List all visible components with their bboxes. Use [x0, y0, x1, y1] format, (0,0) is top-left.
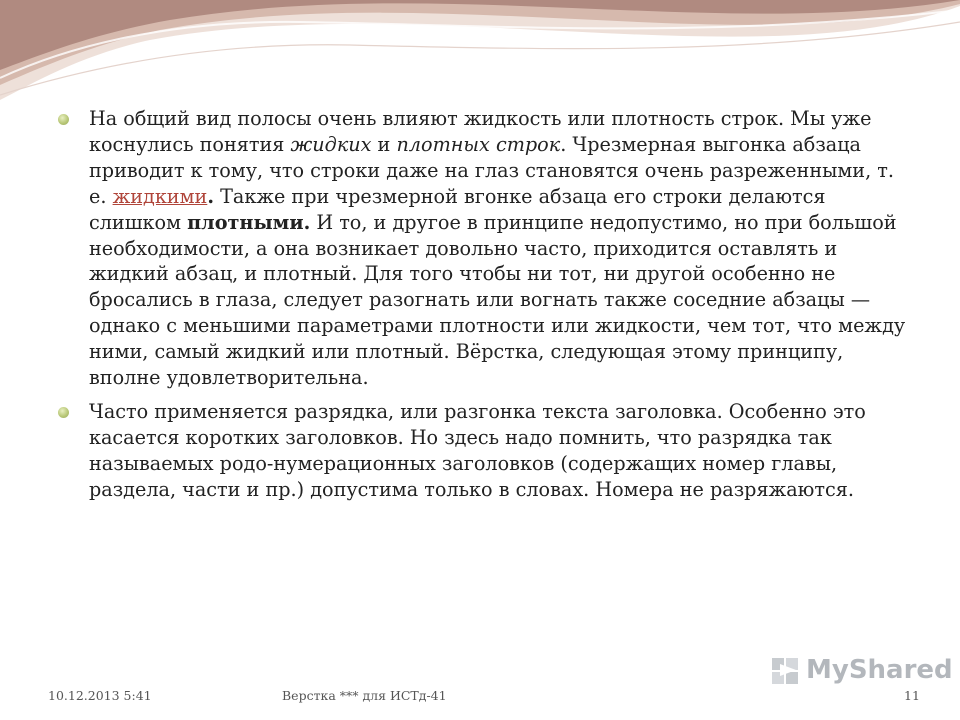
footer-date: 10.12.2013 5:41	[48, 688, 152, 703]
text-run: . Чрезмерная выгонка абзаца приводит к тому, что строки даже на глаз становятся очень разреженными, т. е.	[89, 132, 895, 208]
myshared-logo-icon	[770, 654, 802, 686]
italic-term-liquid: жидких	[290, 132, 372, 156]
text-run: Часто применяется разрядка, или разгонка текста заголовка. Особенно это касается коротких заголовков. Но здесь надо помнить, что разрядка так называемых родо-нумерационных заголовков (содержащих номер главы, раздела, части и пр.) допустима только в словах. Номера не разряжаются.	[89, 399, 866, 501]
term-link-liquid[interactable]: жидкими	[112, 184, 208, 208]
text-run: Также при чрезмерной вгонке абзаца его строки делаются слишком	[89, 184, 826, 234]
text-run: На общий вид полосы очень влияют жидкость или плотность строк. Мы уже коснулись понятия	[89, 107, 872, 156]
bold-term-dense: плотными.	[187, 210, 311, 234]
bullet-icon	[58, 114, 69, 125]
footer-title: Верстка *** для ИСТд-41	[282, 688, 447, 703]
bullet-paragraph-1	[56, 106, 916, 391]
watermark-text: MyShared	[806, 655, 953, 685]
footer-page-number: 11	[904, 688, 920, 703]
text-run: и	[371, 132, 397, 156]
watermark-logo	[770, 653, 953, 687]
bullet-icon	[58, 407, 69, 418]
bold-period: .	[207, 184, 214, 208]
slide-content	[56, 106, 916, 511]
bullet-paragraph-2	[56, 399, 916, 503]
text-run: И то, и другое в принципе недопустимо, но при большой необходимости, а она возникает довольно часто, приходится оставлять и жидкий абзац, и плотный. Для того чтобы ни тот, ни другой особенно не бросались в глаза, следует разогнать или вогнать также соседние абзацы — однако с меньшими параметрами плотности или жидкости, чем тот, что между ними, самый жидкий или плотный. Вёрстка, следующая этому принципу, вполне удовлетворительна.	[89, 210, 906, 390]
header-wave-decoration	[0, 0, 960, 110]
italic-term-dense: плотных строк	[396, 132, 561, 156]
